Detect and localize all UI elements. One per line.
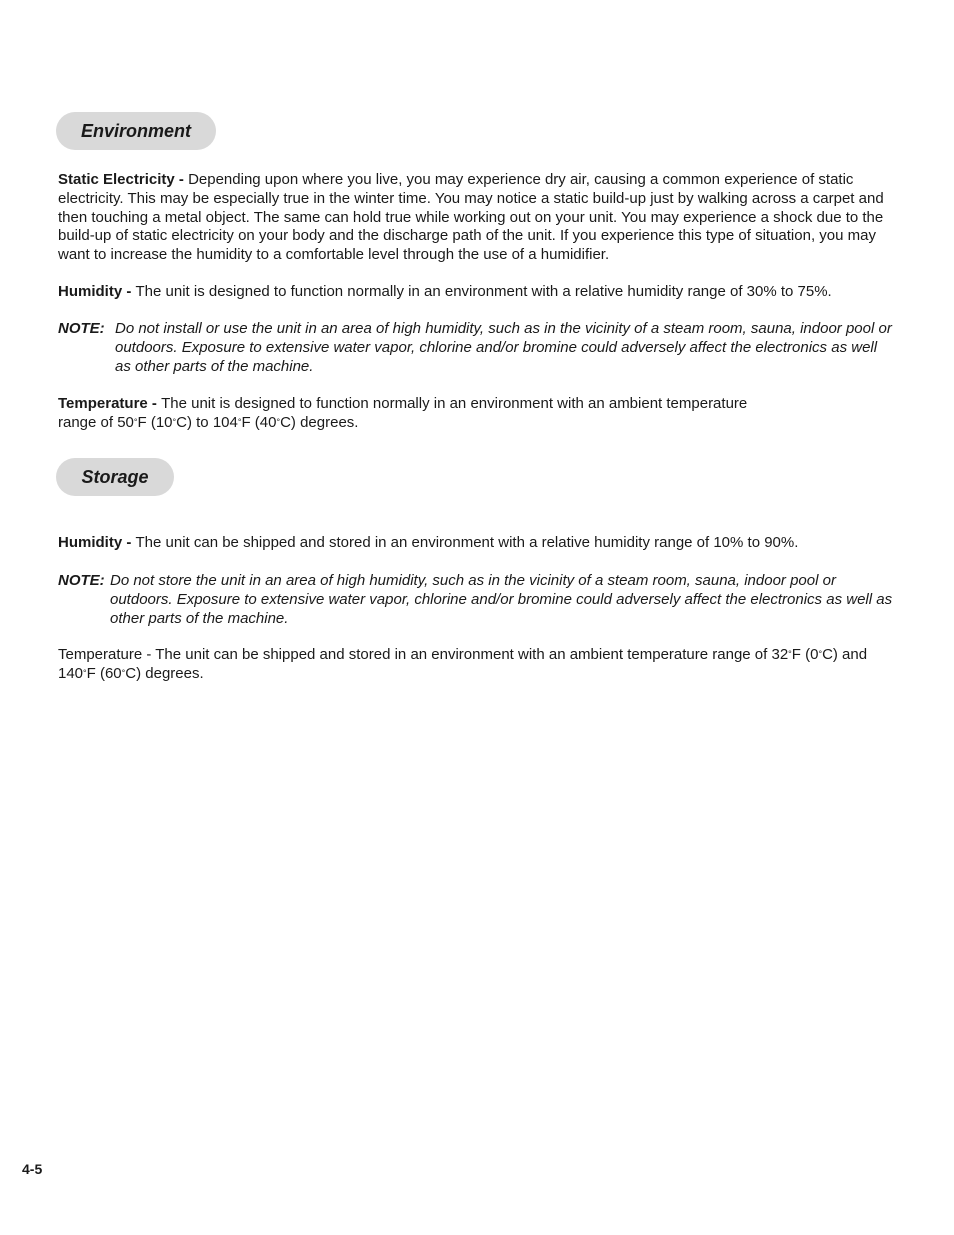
storage-temperature-text-c: C) and 140 bbox=[58, 646, 868, 682]
page-number: 4-5 bbox=[22, 1161, 43, 1177]
environment-temperature-label: Temperature - bbox=[58, 395, 162, 412]
environment-temperature-text-a: The unit is designed to function normally in an environment with an ambient temperature range of 50 bbox=[58, 395, 748, 431]
environment-temperature-text-b: F (10 bbox=[137, 413, 173, 431]
static-electricity-paragraph bbox=[58, 171, 894, 265]
environment-heading: Environment bbox=[56, 112, 216, 150]
degree-symbol: ° bbox=[172, 416, 177, 427]
environment-temperature-text-e: C) degrees. bbox=[280, 413, 359, 431]
storage-temperature-text-e: C) degrees. bbox=[125, 664, 204, 682]
environment-humidity-text: The unit is designed to function normally in an environment with a relative humidity range of 30% to 75%. bbox=[135, 283, 832, 300]
storage-humidity-paragraph bbox=[58, 534, 894, 553]
degree-symbol: ° bbox=[121, 667, 126, 678]
environment-note-text: Do not install or use the unit in an area of high humidity, such as in the vicinity of a steam room, sauna, indoor pool or outdoors. Exposure to extensive water vapor, chlorine and/or bromine could adversely affect the electronics as well as other parts of the machine. bbox=[115, 320, 892, 375]
storage-temperature-text-a: Temperature - The unit can be shipped and stored in an environment with an ambient temperature range of 32 bbox=[58, 646, 789, 663]
static-electricity-text: Depending upon where you live, you may experience dry air, causing a common experience of static electricity. This may be especially true in the winter time. You may notice a static build-up just by walking across a carpet and then touching a metal object. The same can hold true while working out on your unit. You may experience a shock due to the build-up of static electricity on your body and the discharge path of the unit. If you experience this type of situation, you may want to increase the humidity to a comfortable level through the use of a humidifier. bbox=[58, 171, 884, 264]
degree-symbol: ° bbox=[788, 649, 792, 659]
storage-humidity-label: Humidity - bbox=[58, 534, 136, 551]
storage-note-text: Do not store the unit in an area of high humidity, such as in the vicinity of a steam room, sauna, indoor pool or outdoors. Exposure to extensive water vapor, chlorine and/or bromine could adversely affect the electronics as well as other parts of the machine. bbox=[110, 572, 893, 627]
degree-symbol: ° bbox=[276, 416, 281, 427]
environment-temperature-text-d: F (40 bbox=[241, 413, 277, 431]
storage-note-label: NOTE: bbox=[58, 572, 105, 589]
storage-note bbox=[58, 572, 894, 628]
static-electricity-label: Static Electricity - bbox=[58, 171, 189, 188]
environment-note-label: NOTE: bbox=[58, 320, 105, 337]
storage-temperature-text-b: F (0 bbox=[791, 646, 819, 663]
degree-symbol: ° bbox=[133, 416, 138, 427]
environment-humidity-label: Humidity - bbox=[58, 283, 136, 300]
degree-symbol: ° bbox=[237, 416, 242, 427]
environment-note bbox=[58, 320, 894, 376]
degree-symbol: ° bbox=[818, 649, 823, 659]
environment-humidity-paragraph bbox=[58, 283, 894, 302]
storage-temperature-paragraph bbox=[58, 646, 894, 684]
storage-humidity-text: The unit can be shipped and stored in an environment with a relative humidity range of 10% to 90%. bbox=[135, 534, 799, 551]
storage-temperature-text-d: F (60 bbox=[86, 664, 122, 682]
storage-heading: Storage bbox=[56, 458, 174, 496]
degree-symbol: ° bbox=[83, 667, 87, 678]
environment-temperature-paragraph bbox=[58, 395, 758, 433]
environment-temperature-text-c: C) to 104 bbox=[176, 413, 238, 431]
